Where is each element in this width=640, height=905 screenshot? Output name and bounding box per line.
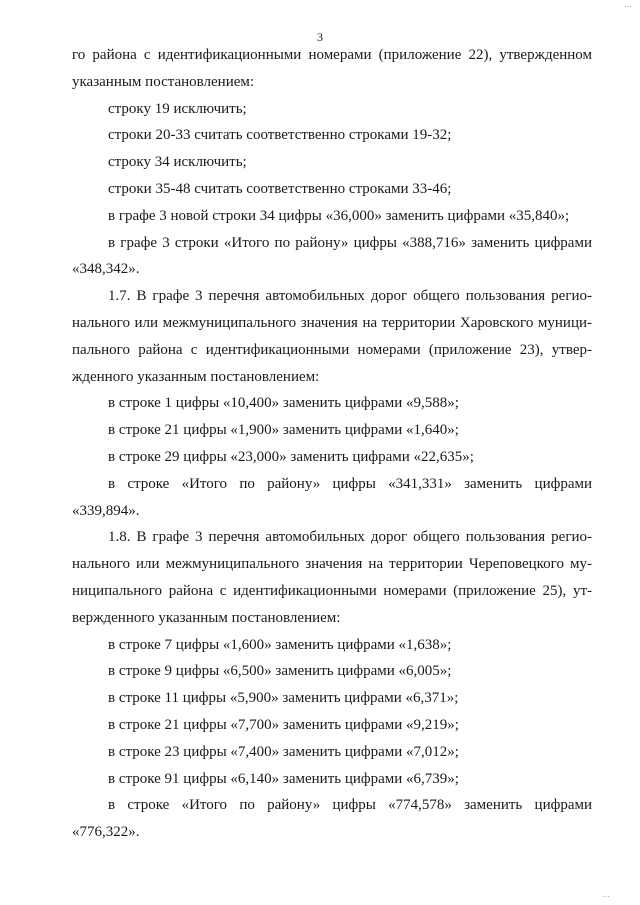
text-line: в графе 3 строки «Итого по району» цифры «388,716» заменить цифрами — [108, 234, 592, 251]
text-line: нального или межмуниципального значения на территории Харовского муници- — [72, 314, 592, 331]
text-line: жденного указанным постановлением: — [72, 368, 320, 385]
text-line: в строке 21 цифры «7,700» заменить цифрами «9,219»; — [108, 716, 459, 733]
text-line: в строке 23 цифры «7,400» заменить цифрами «7,012»; — [108, 743, 459, 760]
text-line: пального района с идентификационными номерами (приложение 23), утвер- — [72, 341, 592, 358]
text-line: в строке 7 цифры «1,600» заменить цифрами «1,638»; — [108, 636, 452, 653]
text-line: строки 20-33 считать соответственно строками 19-32; — [108, 127, 452, 144]
text-line: строку 19 исключить; — [108, 100, 247, 117]
text-line: указанным постановлением: — [72, 73, 255, 90]
text-line: в строке 9 цифры «6,500» заменить цифрами «6,005»; — [108, 663, 452, 680]
text-line: в строке 91 цифры «6,140» заменить цифрами «6,739»; — [108, 770, 459, 787]
text-line: в строке 29 цифры «23,000» заменить цифрами «22,635»; — [108, 448, 474, 465]
scan-mark-bottom: ⋯ — [602, 892, 610, 901]
text-line: строки 35-48 считать соответственно строками 33-46; — [108, 180, 452, 197]
text-line: ниципального района с идентификационными номерами (приложение 25), ут- — [72, 582, 592, 599]
paragraph-1-7-first-line: 1.7. В графе 3 перечня автомобильных дорог общего пользования регио- — [108, 288, 592, 305]
text-line: в строке 1 цифры «10,400» заменить цифрами «9,588»; — [108, 395, 459, 412]
text-line: в строке «Итого по району» цифры «774,578» заменить цифрами — [108, 797, 592, 814]
scan-mark-top: ⋯ — [624, 2, 632, 11]
text-line: «776,322». — [72, 824, 140, 841]
text-line: «348,342». — [72, 261, 140, 278]
document-body — [72, 42, 592, 846]
text-line: в графе 3 новой строки 34 цифры «36,000» заменить цифрами «35,840»; — [108, 207, 570, 224]
text-line: «339,894». — [72, 502, 140, 519]
text-line: вержденного указанным постановлением: — [72, 609, 341, 626]
text-line: го района с идентификационными номерами (приложение 22), утвержденном — [72, 47, 592, 63]
paragraph-1-8-first-line: 1.8. В графе 3 перечня автомобильных дорог общего пользования регио- — [108, 529, 592, 546]
text-line: в строке 11 цифры «5,900» заменить цифрами «6,371»; — [108, 690, 459, 707]
page-number: 3 — [317, 30, 323, 44]
text-line: в строке 21 цифры «1,900» заменить цифрами «1,640»; — [108, 422, 459, 439]
text-line: нального или межмуниципального значения на территории Череповецкого му- — [72, 556, 592, 573]
text-line: строку 34 исключить; — [108, 154, 247, 171]
text-line: в строке «Итого по району» цифры «341,331» заменить цифрами — [108, 475, 592, 492]
